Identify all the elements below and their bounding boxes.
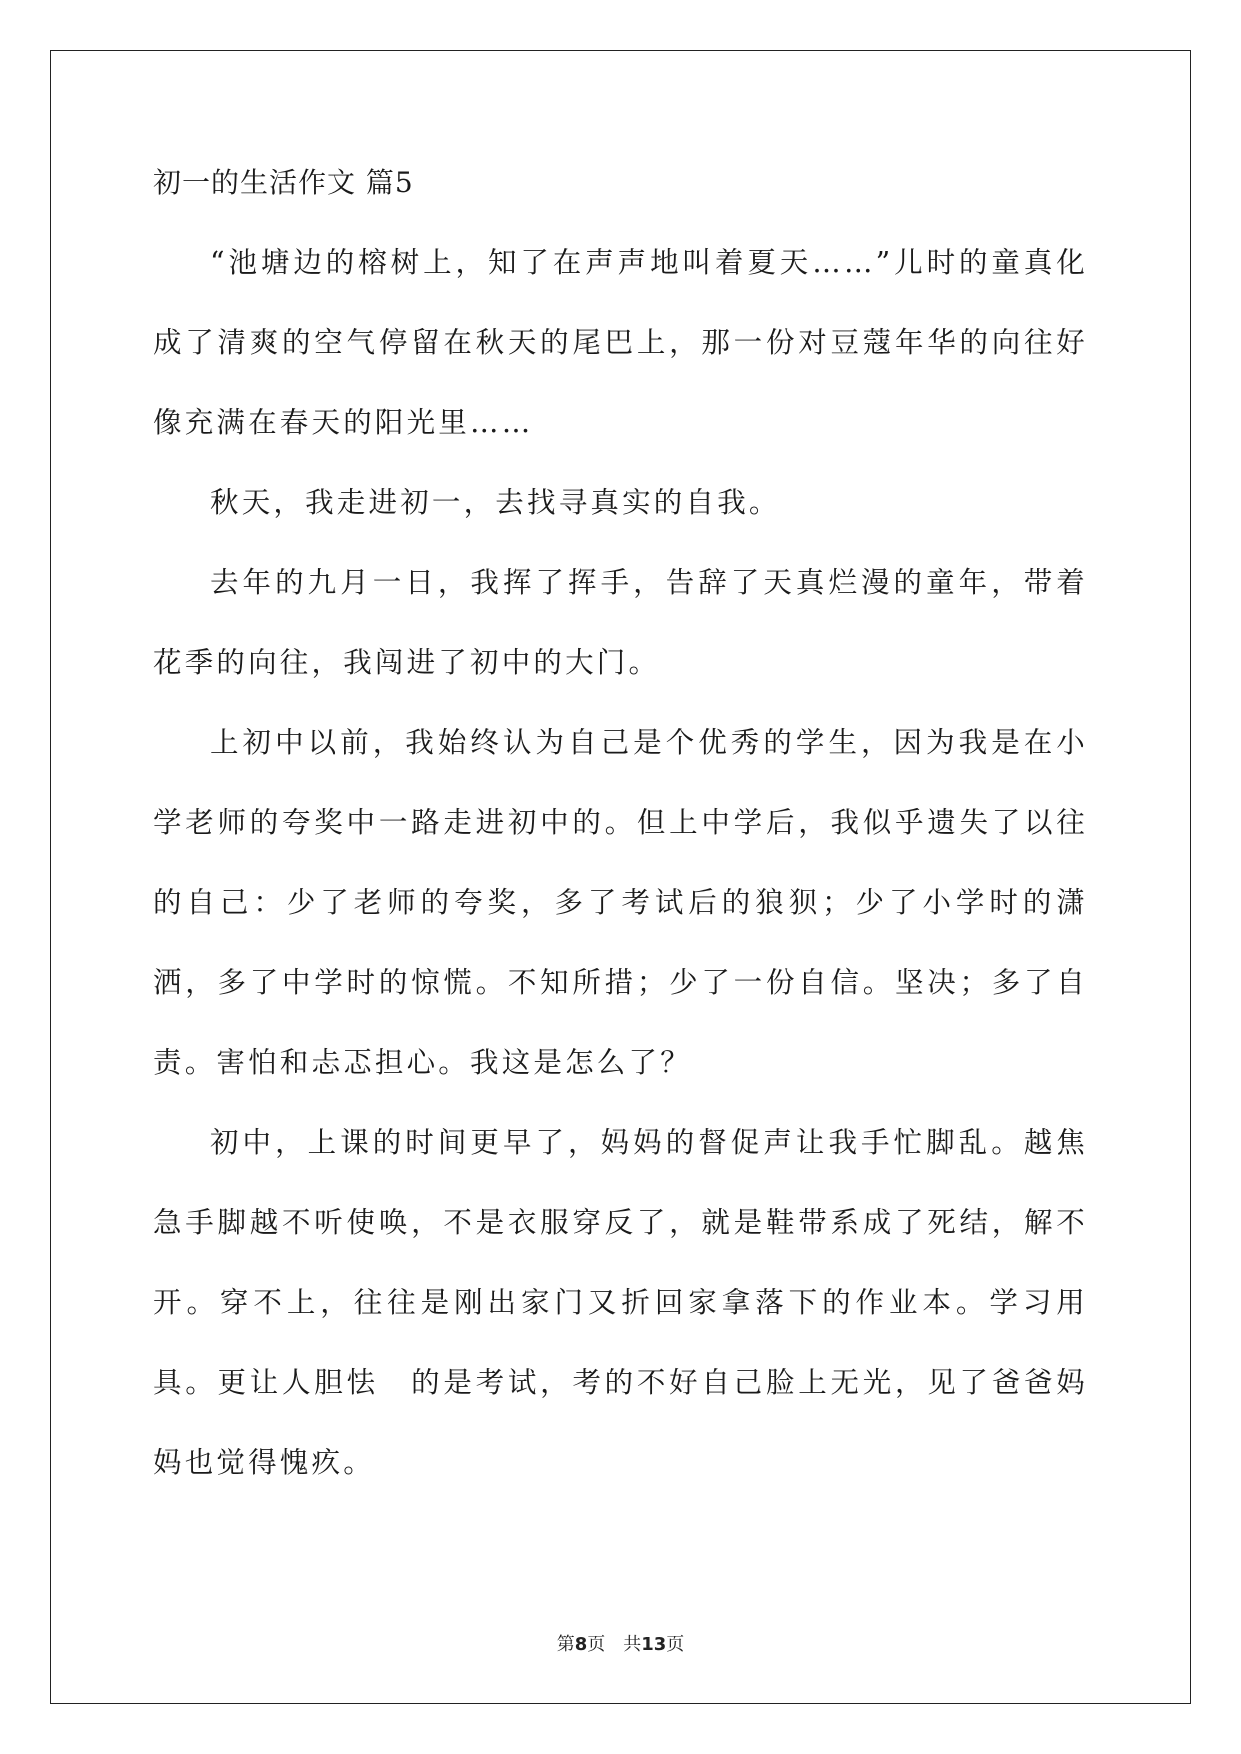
paragraph-3: 去年的九月一日，我挥了挥手，告辞了天真烂漫的童年，带着花季的向往，我闯进了初中的大门。 <box>153 566 1088 679</box>
current-page-number: 8 <box>574 1634 588 1655</box>
total-suffix: 页 <box>666 1634 685 1655</box>
page-footer <box>0 1633 1241 1657</box>
total-prefix: 共 <box>623 1634 642 1655</box>
page-suffix: 页 <box>587 1634 606 1655</box>
essay-title: 初一的生活作文 篇5 <box>153 166 414 199</box>
paragraph-1: “池塘边的榕树上，知了在声声地叫着夏天……”儿时的童真化成了清爽的空气停留在秋天的尾巴上，那一份对豆蔻年华的向往好像充满在春天的阳光里…… <box>153 246 1088 439</box>
total-page-number: 13 <box>641 1634 667 1655</box>
document-body <box>153 163 1088 1503</box>
paragraph-2: 秋天，我走进初一，去找寻真实的自我。 <box>210 486 781 519</box>
page-prefix: 第 <box>556 1634 575 1655</box>
paragraph-4: 上初中以前，我始终认为自己是个优秀的学生，因为我是在小学老师的夸奖中一路走进初中的。但上中学后，我似乎遗失了以往的自己：少了老师的夸奖，多了考试后的狼狈；少了小学时的潇洒，多了中学时的惊慌。不知所措；少了一份自信。坚决；多了自责。害怕和忐忑担心。我这是怎么了？ <box>153 726 1088 1079</box>
paragraph-5: 初中，上课的时间更早了，妈妈的督促声让我手忙脚乱。越焦急手脚越不听使唤，不是衣服穿反了，就是鞋带系成了死结，解不开。穿不上，往往是刚出家门又折回家拿落下的作业本。学习用具。更让人胆怯 的是考试，考的不好自己脸上无光，见了爸爸妈妈也觉得愧疚。 <box>153 1126 1088 1479</box>
